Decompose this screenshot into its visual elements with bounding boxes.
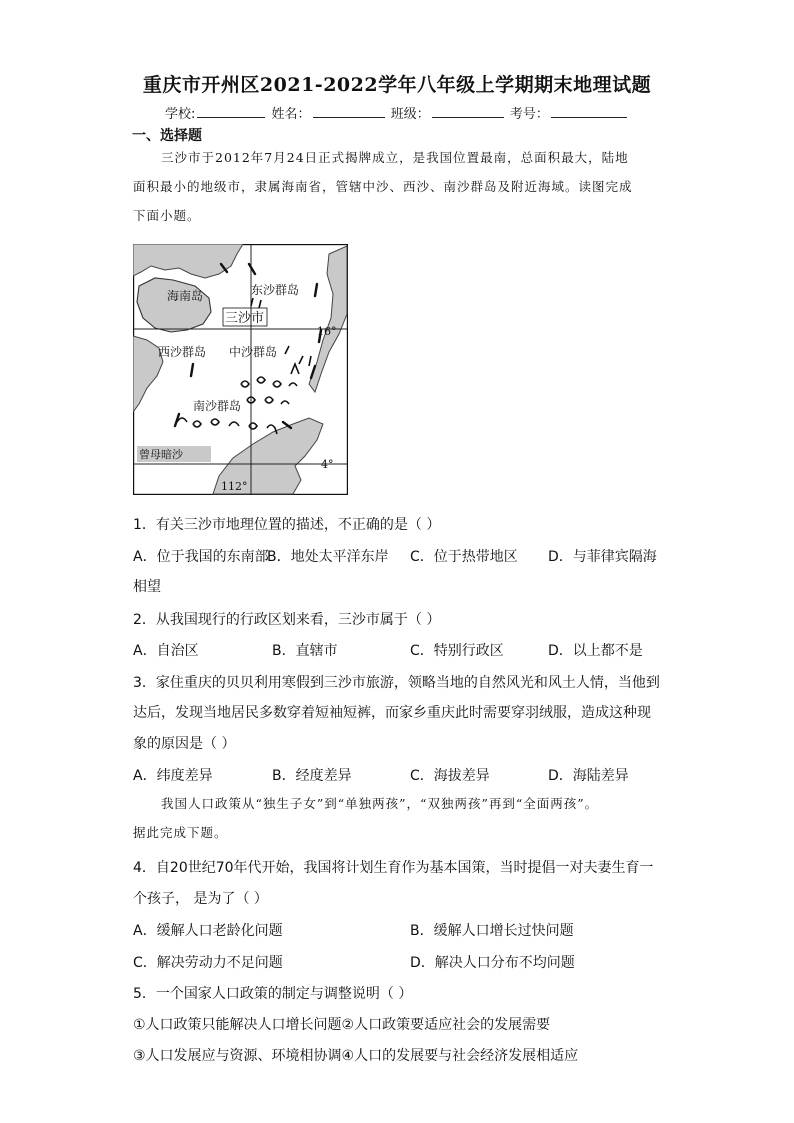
class-blank[interactable]: [432, 105, 504, 118]
passage-line: 下面小题。: [133, 208, 201, 223]
question-3-stem-line3: 象的原因是（ ）: [133, 736, 236, 752]
q2-option-b[interactable]: B．直辖市: [272, 643, 338, 659]
exam-title: 重庆市开州区2021-2022学年八年级上学期期末地理试题: [142, 74, 652, 96]
q2-option-a[interactable]: A．自治区: [133, 643, 199, 659]
map-label-zhongsha: 中沙群岛: [229, 345, 278, 359]
map-label-lon112: 112°: [221, 480, 248, 493]
passage-line: 据此完成下题。: [133, 825, 228, 840]
map-label-lat4: 4°: [321, 458, 334, 471]
question-2-stem: 2．从我国现行的行政区划来看，三沙市属于（ ）: [133, 612, 441, 628]
q5-statements-3-4: ③人口发展应与资源、环境相协调④人口的发展要与社会经济发展相适应: [133, 1048, 579, 1064]
question-3-stem-line1: 3．家住重庆的贝贝利用寒假到三沙市旅游，领略当地的自然风光和风土人情，当他到: [133, 675, 660, 691]
q1-option-a[interactable]: A．位于我国的东南部: [133, 549, 269, 565]
map-label-zengmu: 曾母暗沙: [139, 448, 183, 461]
map-label-nansha: 南沙群岛: [193, 399, 242, 413]
map-label-xisha: 西沙群岛: [158, 345, 207, 359]
school-label: 学校:: [165, 107, 196, 122]
name-blank[interactable]: [313, 105, 385, 118]
q3-option-b[interactable]: B．经度差异: [272, 768, 352, 784]
q3-option-d[interactable]: D．海陆差异: [548, 768, 629, 784]
q1-option-d[interactable]: D．与菲律宾隔海: [548, 549, 657, 565]
class-label: 班级：: [390, 107, 430, 122]
q3-option-a[interactable]: A．纬度差异: [133, 768, 213, 784]
q1-option-c[interactable]: C．位于热带地区: [410, 549, 518, 565]
question-3-stem-line2: 达后，发现当地居民多数穿着短袖短裤，而家乡重庆此时需要穿羽绒服，造成这种现: [133, 705, 651, 721]
passage-line: 面积最小的地级市，隶属海南省，管辖中沙、西沙、南沙群岛及附近海域。读图完成: [133, 179, 633, 194]
section-heading: 一、选择题: [132, 128, 202, 144]
map-label-dongsha: 东沙群岛: [251, 283, 300, 297]
question-4-stem-line1: 4．自20世纪70年代开始，我国将计划生育作为基本国策，当时提倡一对夫妻生育一: [133, 860, 654, 876]
q4-option-d[interactable]: D．解决人口分布不均问题: [410, 955, 575, 971]
question-4-stem-line2: 个孩子， 是为了（ ）: [133, 891, 268, 907]
q4-option-c[interactable]: C．解决劳动力不足问题: [133, 955, 283, 971]
q1-option-d-cont: 相望: [133, 579, 161, 595]
question-5-stem: 5．一个国家人口政策的制定与调整说明（ ）: [133, 986, 413, 1002]
q5-statements-1-2: ①人口政策只能解决人口增长问题②人口政策要适应社会的发展需要: [133, 1017, 551, 1033]
map-label-hainan: 海南岛: [167, 289, 204, 303]
passage-population: [133, 789, 661, 847]
school-blank[interactable]: [197, 105, 265, 118]
q2-option-d[interactable]: D．以上都不是: [548, 643, 643, 659]
map-label-lat16: 16°: [317, 325, 337, 338]
q1-option-b[interactable]: B．地处太平洋东岸: [267, 549, 389, 565]
sansha-map: [133, 244, 348, 495]
q2-option-c[interactable]: C．特别行政区: [410, 643, 504, 659]
q4-option-b[interactable]: B．缓解人口增长过快问题: [410, 923, 574, 939]
student-info-line: [165, 103, 629, 122]
map-label-sansha: 三沙市: [225, 311, 265, 326]
exam-no-label: 考号：: [509, 107, 549, 122]
passage-sansha: [133, 143, 661, 230]
passage-line: 我国人口政策从“独生子女”到“单独两孩”，“双独两孩”再到“全面两孩”。: [161, 796, 599, 811]
question-1-stem: 1．有关三沙市地理位置的描述，不正确的是（ ）: [133, 517, 441, 533]
passage-line: 三沙市于2012年7月24日正式揭牌成立，是我国位置最南，总面积最大，陆地: [161, 150, 629, 165]
q3-option-c[interactable]: C．海拔差异: [410, 768, 490, 784]
q4-option-a[interactable]: A．缓解人口老龄化问题: [133, 923, 283, 939]
exam-no-blank[interactable]: [551, 105, 627, 118]
name-label: 姓名：: [271, 107, 311, 122]
